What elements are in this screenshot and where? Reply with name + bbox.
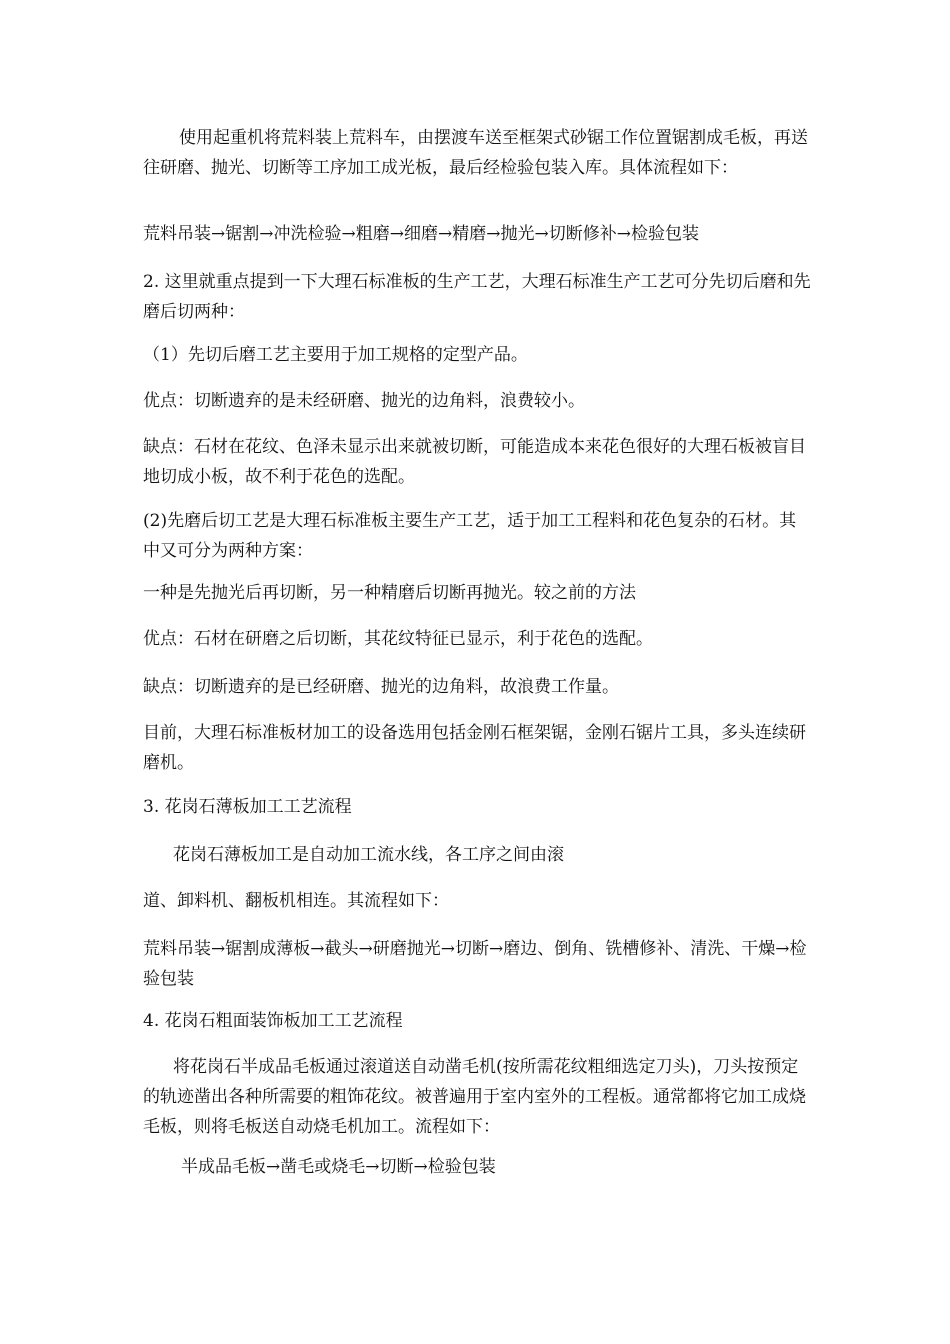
paragraph-pros-1: 优点：切断遗弃的是未经研磨、抛光的边角料，浪费较小。 [143, 391, 585, 411]
paragraph-rough-surface: 将花岗石半成品毛板通过滚道送自动凿毛机(按所需花纹粗细选定刀头)，刀头按预定的轨迹凿出各种所需要的粗饰花纹。被普遍用于室内室外的工程板。通常都将它加工成烧毛板，则将毛板送自动烧毛机加工。流程如下： [143, 1057, 806, 1137]
paragraph-thin-plate-cont: 道、卸料机、翻板机相连。其流程如下： [143, 891, 449, 911]
paragraph-equipment: 目前，大理石标准板材加工的设备选用包括金刚石框架锯，金刚石锯片工具，多头连续研磨机。 [143, 723, 806, 773]
paragraph-flow-rough: 半成品毛板→凿毛或烧毛→切断→检验包装 [181, 1157, 496, 1177]
paragraph-method-2: (2)先磨后切工艺是大理石标准板主要生产工艺，适于加工工程料和花色复杂的石材。其中又可分为两种方案： [143, 511, 797, 561]
paragraph-cons-2: 缺点：切断遗弃的是已经研磨、抛光的边角料，故浪费工作量。 [143, 677, 619, 697]
paragraph-pros-2: 优点：石材在研磨之后切断，其花纹特征已显示，利于花色的选配。 [143, 629, 653, 649]
paragraph-section-4: 4. 花岗石粗面装饰板加工工艺流程 [143, 1011, 403, 1031]
paragraph-cons-1: 缺点：石材在花纹、色泽未显示出来就被切断，可能造成本来花色很好的大理石板被盲目地切成小板，故不利于花色的选配。 [143, 437, 806, 487]
paragraph-flow-granite: 荒料吊装→锯割成薄板→截头→研磨抛光→切断→磨边、倒角、铣槽修补、清洗、干燥→检验包装 [143, 939, 807, 989]
paragraph-intro: 使用起重机将荒料装上荒料车，由摆渡车送至框架式砂锯工作位置锯割成毛板，再送往研磨、抛光、切断等工序加工成光板，最后经检验包装入库。具体流程如下： [143, 128, 808, 178]
paragraph-flow-marble: 荒料吊装→锯割→冲洗检验→粗磨→细磨→精磨→抛光→切断修补→检验包装 [143, 224, 699, 244]
paragraph-section-2: 2. 这里就重点提到一下大理石标准板的生产工艺，大理石标准生产工艺可分先切后磨和先磨后切两种： [143, 272, 811, 322]
paragraph-thin-plate: 花岗石薄板加工是自动加工流水线，各工序之间由滚 [173, 845, 564, 865]
paragraph-method-1: （1）先切后磨工艺主要用于加工规格的定型产品。 [143, 345, 528, 365]
paragraph-method-2-options: 一种是先抛光后再切断，另一种精磨后切断再抛光。较之前的方法 [143, 583, 636, 603]
paragraph-section-3: 3. 花岗石薄板加工工艺流程 [143, 797, 352, 817]
